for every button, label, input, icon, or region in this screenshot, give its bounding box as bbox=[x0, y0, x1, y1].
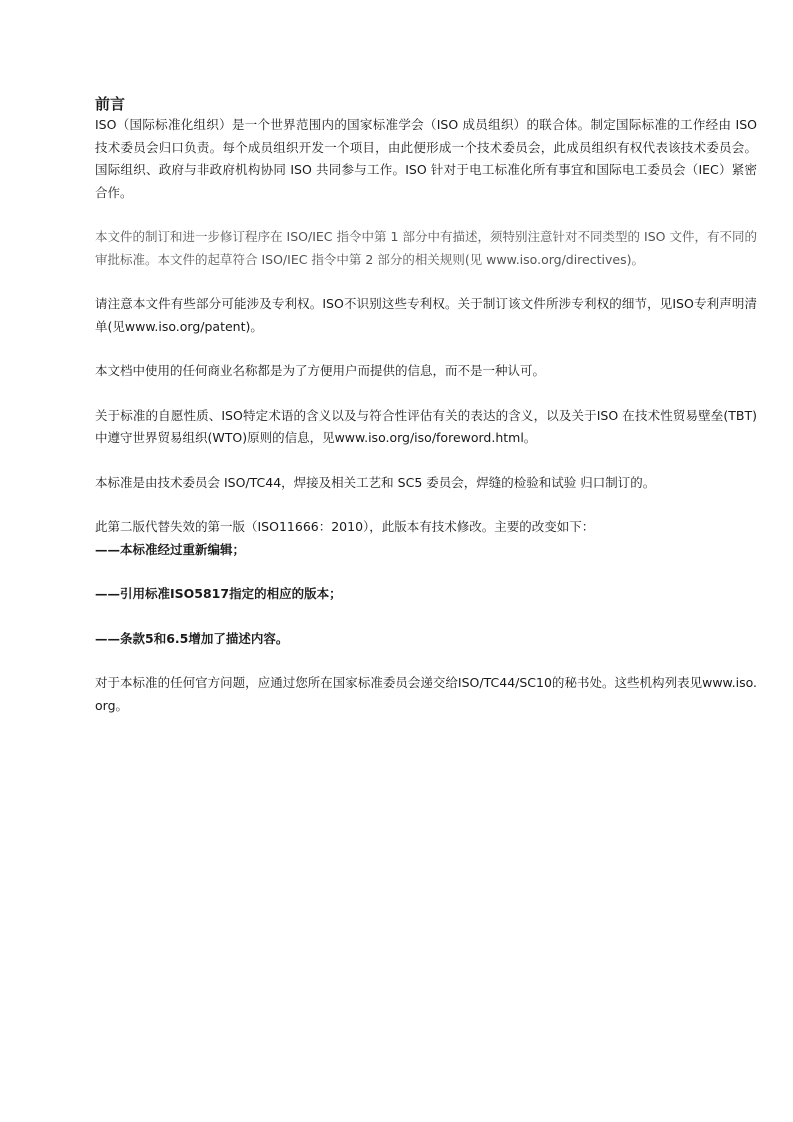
paragraph-patents: 请注意本文件有些部分可能涉及专利权。ISO不识别这些专利权。关于制订该文件所涉专利权的细节，见ISO专利声明清单(见www.iso.org/patent)。 bbox=[95, 296, 757, 334]
document-page bbox=[95, 94, 757, 717]
paragraph-voluntary-nature: 关于标准的自愿性质、ISO特定术语的含义以及与符合性评估有关的表达的含义，以及关于ISO 在技术性贸易壁垒(TBT)中遵守世界贸易组织(WTO)原则的信息，见www.iso.org/iso/foreword.html。 bbox=[95, 407, 757, 445]
change-item: ——本标准经过重新编辑； bbox=[95, 541, 246, 557]
paragraph-procedures: 本文件的制订和进一步修订程序在 ISO/IEC 指令中第 1 部分中有描述，须特别注意针对不同类型的 ISO 文件，有不同的审批标准。本文件的起草符合 ISO/IEC 指令中第 2 部分的相关规则(见 www.iso.org/directives)。 bbox=[95, 229, 757, 267]
paragraph-closing: 对于本标准的任何官方问题，应通过您所在国家标准委员会递交给ISO/TC44/SC10的秘书处。这些机构列表见www.iso.org。 bbox=[95, 675, 757, 713]
change-item: ——条款5和6.5增加了描述内容。 bbox=[95, 630, 289, 646]
paragraph-trade-names: 本文档中使用的任何商业名称都是为了方便用户而提供的信息，而不是一种认可。 bbox=[95, 363, 546, 378]
paragraph-iso-intro: ISO（国际标准化组织）是一个世界范围内的国家标准学会（ISO 成员组织）的联合体。制定国际标准的工作经由 ISO 技术委员会归口负责。每个成员组织开发一个项目，由此便形成一个技术委员会，此成员组织有权代表该技术委员会。国际组织、政府与非政府机构协同 ISO 共同参与工作。ISO 针对于电工标准化所有事宜和国际电工委员会（IEC）紧密合作。 bbox=[95, 117, 757, 200]
paragraph-edition: 此第二版代替失效的第一版（ISO11666：2010），此版本有技术修改。主要的改变如下： bbox=[95, 519, 595, 534]
paragraph-committee: 本标准是由技术委员会 ISO/TC44，焊接及相关工艺和 SC5 委员会，焊缝的检验和试验 归口制订的。 bbox=[95, 474, 656, 490]
document-title: 前言 bbox=[95, 95, 126, 113]
change-item: ——引用标准ISO5817指定的相应的版本； bbox=[95, 586, 342, 601]
